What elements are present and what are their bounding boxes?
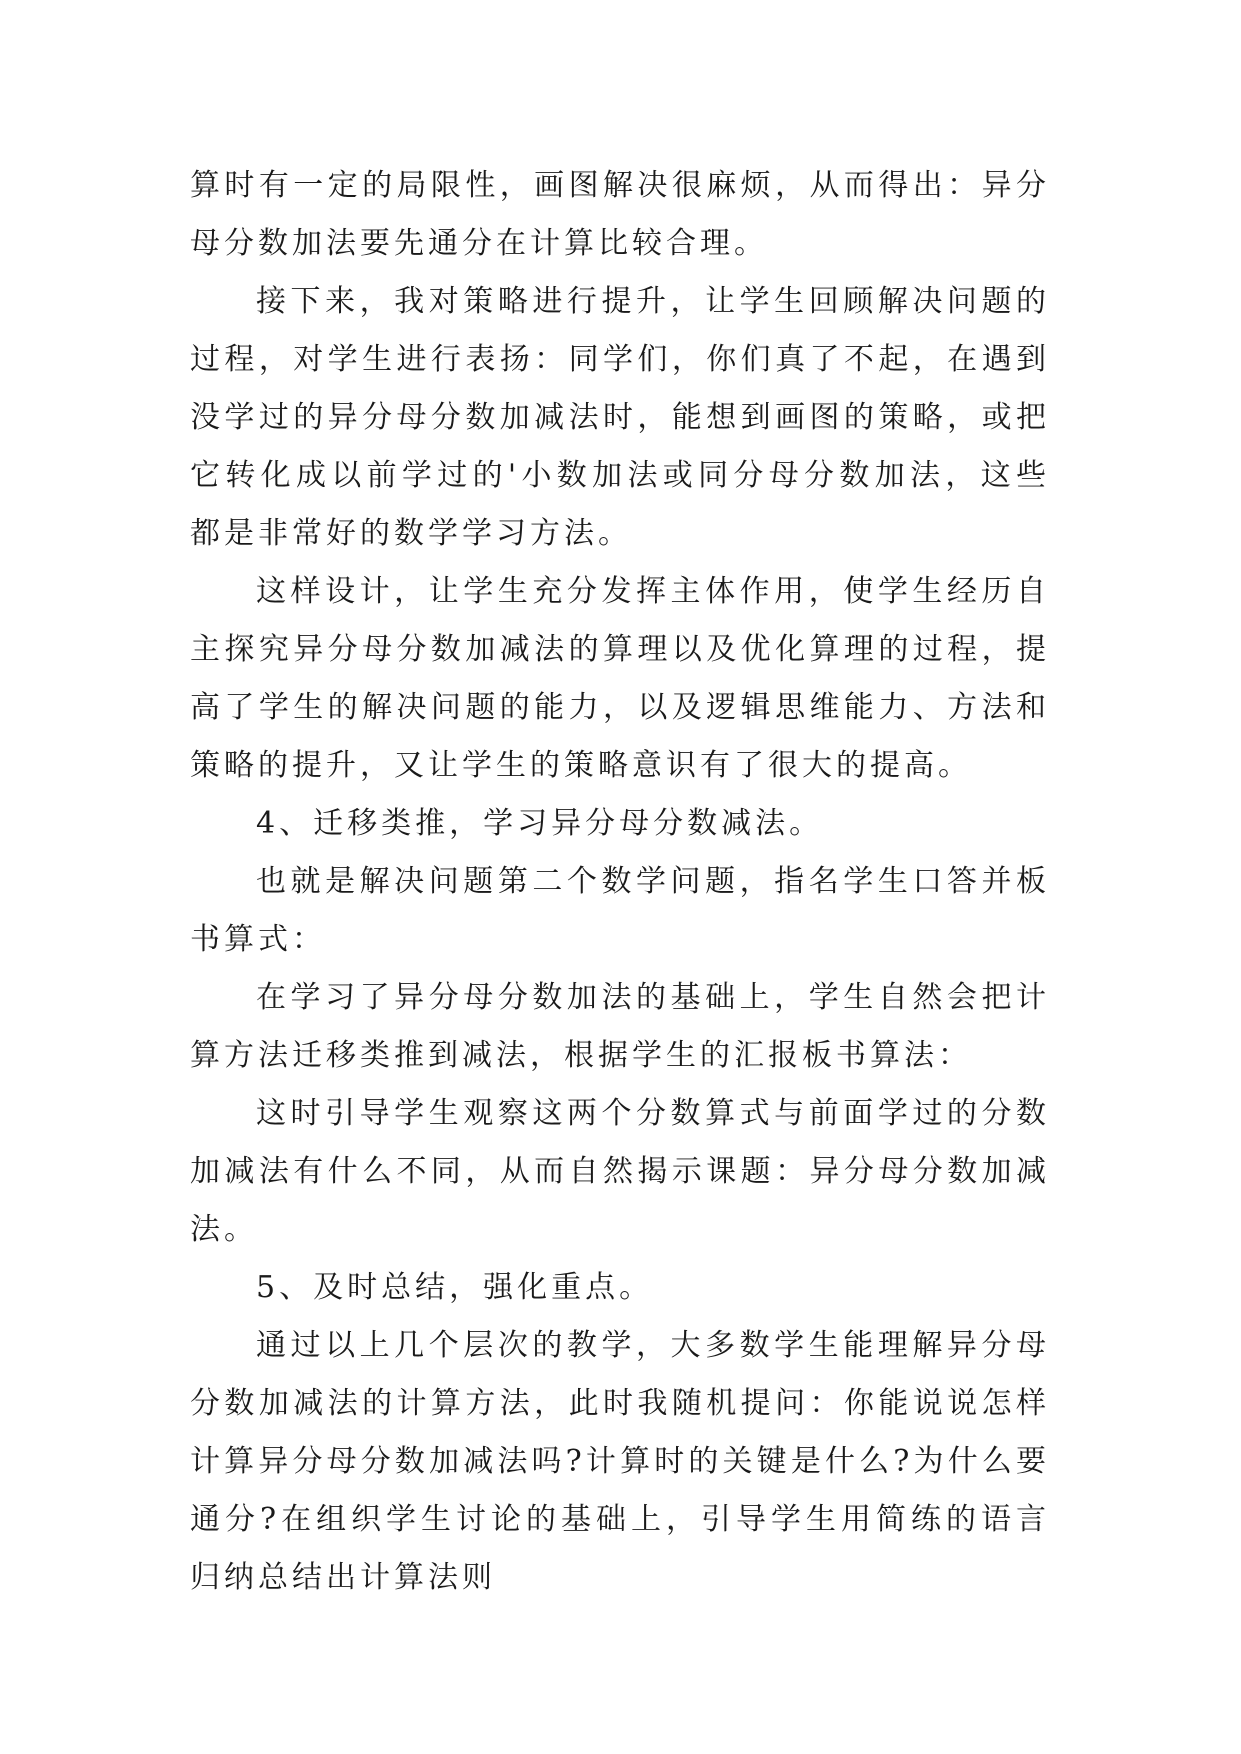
- paragraph-reveal-topic: 这时引导学生观察这两个分数算式与前面学过的分数加减法有什么不同，从而自然揭示课题：异分母分数加减法。: [190, 1096, 1050, 1247]
- paragraph-continuation: 算时有一定的局限性，画图解决很麻烦，从而得出：异分母分数加法要先通分在计算比较合理。: [190, 168, 1050, 261]
- paragraph-second-question: 也就是解决问题第二个数学问题，指名学生口答并板书算式：: [190, 864, 1050, 957]
- document-body: [190, 157, 1050, 1607]
- section-heading-4: 4、迁移类推，学习异分母分数减法。: [256, 806, 824, 841]
- paragraph-strategy-improvement: 接下来，我对策略进行提升，让学生回顾解决问题的过程，对学生进行表扬：同学们，你们真了不起，在遇到没学过的异分母分数加减法时，能想到画图的策略，或把它转化成以前学过的'小数加法或同分母分数加法，这些都是非常好的数学学习方法。: [190, 284, 1050, 551]
- paragraph-design-rationale: 这样设计，让学生充分发挥主体作用，使学生经历自主探究异分母分数加减法的算理以及优化算理的过程，提高了学生的解决问题的能力，以及逻辑思维能力、方法和策略的提升，又让学生的策略意识有了很大的提高。: [190, 574, 1050, 783]
- paragraph-summary: 通过以上几个层次的教学，大多数学生能理解异分母分数加减法的计算方法，此时我随机提问：你能说说怎样计算异分母分数加减法吗?计算时的关键是什么?为什么要通分?在组织学生讨论的基础上，引导学生用简练的语言归纳总结出计算法则: [190, 1328, 1050, 1595]
- paragraph-subtraction-transfer: 在学习了异分母分数加法的基础上，学生自然会把计算方法迁移类推到减法，根据学生的汇报板书算法：: [190, 980, 1050, 1073]
- section-heading-5: 5、及时总结，强化重点。: [256, 1270, 654, 1305]
